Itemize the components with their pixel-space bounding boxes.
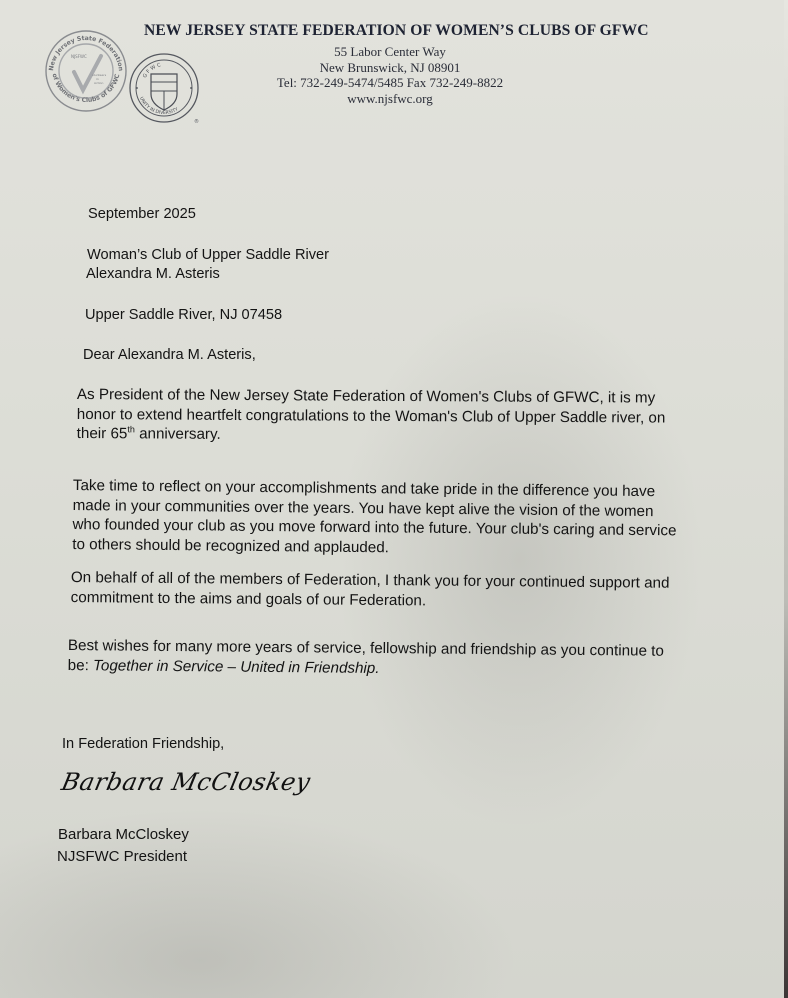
paragraph-4: Best wishes for many more years of service, fellowship and friendship as you continue to be: Together in Service – United in Friendship.	[67, 636, 664, 677]
svg-text:Action: Action	[94, 81, 104, 85]
paragraph-2: Take time to reflect on your accomplishments and take pride in the difference you have made in your communities over the years. You have kept alive the vision of the women who founded your club as you move forward into the future. Your club's caring and service to others should be recognized and applauded.	[72, 476, 677, 556]
paragraph-3: On behalf of all of the members of Federation, I thank you for your continued support and commitment to the aims and goals of our Federation.	[70, 568, 670, 609]
njsfwc-inner-label: NJSFWC	[71, 54, 87, 59]
svg-text:in: in	[96, 77, 99, 81]
closing: In Federation Friendship,	[62, 736, 225, 752]
svg-text:G F W C: G F W C	[141, 62, 162, 80]
phone-fax: Tel: 732-249-5474/5485 Fax 732-249-8822	[276, 75, 504, 90]
motto: Together in Service – United in Friendship.	[92, 656, 380, 677]
gfwc-logo	[126, 50, 202, 126]
njsfwc-ring-text: New Jersey State Federation	[48, 34, 124, 72]
recipient-name: Alexandra M. Asteris	[86, 266, 220, 282]
signer-title: NJSFWC President	[57, 848, 188, 865]
letter-date: September 2025	[88, 206, 196, 222]
njsfwc-logo	[44, 28, 128, 114]
svg-text:olunteers: olunteers	[92, 73, 107, 77]
registered-mark: ®	[194, 119, 199, 125]
signer-name: Barbara McCloskey	[58, 826, 189, 843]
handwritten-signature: Barbara McCloskey	[59, 768, 314, 796]
svg-text:of Women's Clubs of GFWC: of Women's Clubs of GFWC	[50, 72, 122, 105]
paper-edge	[784, 0, 788, 998]
recipient-city-state-zip: Upper Saddle River, NJ 07458	[85, 307, 283, 323]
paragraph-1: As President of the New Jersey State Federation of Women's Clubs of GFWC, it is my honor to extend heartfelt congratulations to the Woman's Club of Upper Saddle river, on their 65th anniversary.	[76, 385, 666, 443]
organization-title: NEW JERSEY STATE FEDERATION OF WOMEN’S CLUBS OF GFWC	[144, 22, 649, 39]
salutation: Dear Alexandra M. Asteris,	[83, 347, 256, 363]
address-line-2: New Brunswick, NJ 08901	[319, 59, 461, 75]
recipient-org: Woman’s Club of Upper Saddle River	[87, 247, 329, 263]
website: www.njsfwc.org	[347, 90, 433, 106]
letterhead-contact	[260, 44, 520, 106]
svg-text:UNITY IN DIVERSITY: UNITY IN DIVERSITY	[138, 96, 180, 117]
address-line-1: 55 Labor Center Way	[334, 44, 446, 59]
